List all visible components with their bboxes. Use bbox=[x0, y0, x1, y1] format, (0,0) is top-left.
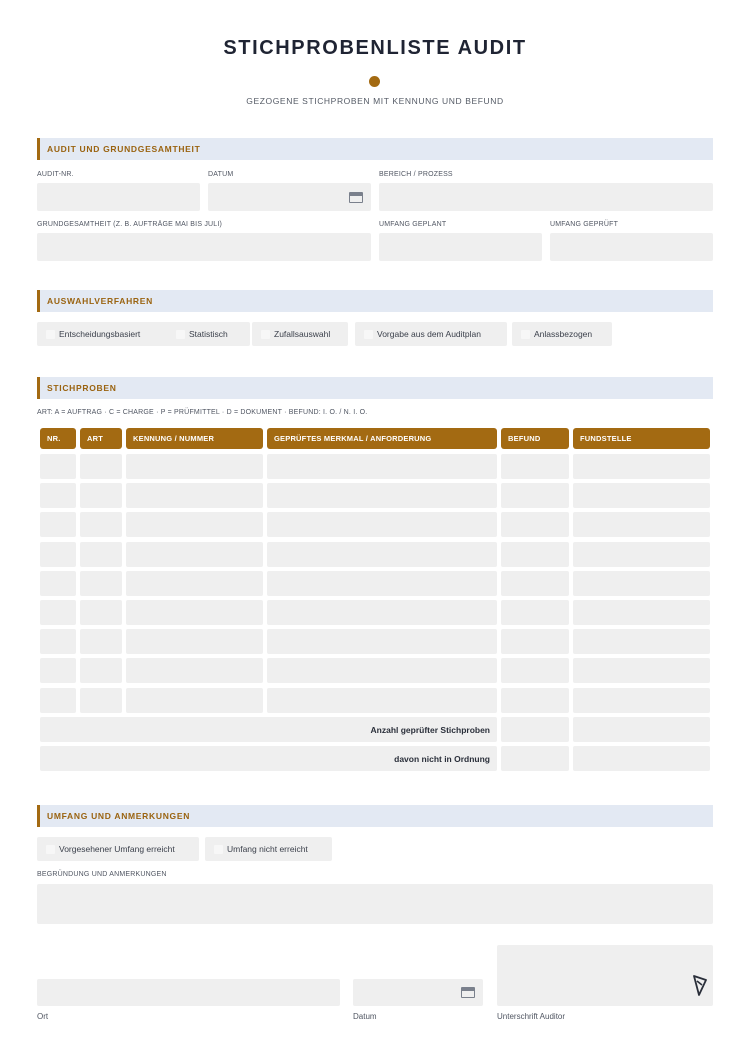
summary-label-cell bbox=[40, 717, 497, 742]
table-cell-merkmal[interactable] bbox=[267, 571, 497, 596]
table-cell-art[interactable] bbox=[80, 571, 122, 596]
calendar-icon[interactable] bbox=[461, 987, 475, 998]
table-cell-nr[interactable] bbox=[40, 542, 76, 567]
table-cell-befund[interactable] bbox=[501, 688, 569, 713]
datum-label: DATUM bbox=[208, 171, 234, 178]
column-header-kennung: KENNUNG / NUMMER bbox=[126, 428, 263, 449]
signature-field[interactable] bbox=[497, 945, 713, 1006]
table-cell-merkmal[interactable] bbox=[267, 658, 497, 683]
table-cell-kennung[interactable] bbox=[126, 688, 263, 713]
checkbox[interactable] bbox=[214, 845, 223, 854]
table-cell-art[interactable] bbox=[80, 688, 122, 713]
anmerkungen-label: BEGRÜNDUNG UND ANMERKUNGEN bbox=[37, 871, 167, 878]
table-cell-nr[interactable] bbox=[40, 658, 76, 683]
table-cell-art[interactable] bbox=[80, 658, 122, 683]
checkbox[interactable] bbox=[261, 330, 270, 339]
anmerkungen-field[interactable] bbox=[37, 884, 713, 924]
option-umfang-erreicht[interactable] bbox=[37, 837, 199, 861]
table-cell-nr[interactable] bbox=[40, 454, 76, 479]
table-cell-fundstelle[interactable] bbox=[573, 629, 710, 654]
summary-nio-field[interactable] bbox=[501, 746, 569, 771]
bereich-label: BEREICH / PROZESS bbox=[379, 171, 453, 178]
table-cell-art[interactable] bbox=[80, 542, 122, 567]
option-label: Entscheidungsbasiert bbox=[59, 329, 141, 339]
section-umfang-header bbox=[37, 805, 713, 827]
signature-date-label: Datum bbox=[353, 1012, 377, 1021]
table-cell-nr[interactable] bbox=[40, 629, 76, 654]
table-cell-merkmal[interactable] bbox=[267, 483, 497, 508]
table-cell-art[interactable] bbox=[80, 483, 122, 508]
audit-nr-field[interactable] bbox=[37, 183, 200, 211]
grundgesamtheit-label: GRUNDGESAMTHEIT (Z. B. AUFTRÄGE MAI BIS JULI) bbox=[37, 221, 223, 228]
table-cell-merkmal[interactable] bbox=[267, 629, 497, 654]
checkbox[interactable] bbox=[364, 330, 373, 339]
section-auswahl-title: AUSWAHLVERFAHREN bbox=[47, 296, 153, 306]
option-umfang-nicht-erreicht[interactable] bbox=[205, 837, 332, 861]
umfang-geplant-label: UMFANG GEPLANT bbox=[379, 221, 447, 228]
calendar-icon[interactable] bbox=[349, 192, 363, 203]
table-cell-merkmal[interactable] bbox=[267, 512, 497, 537]
summary-anzahl-label: Anzahl geprüfter Stichproben bbox=[370, 725, 490, 735]
option-entscheidungsbasiert[interactable] bbox=[37, 322, 170, 346]
table-cell-kennung[interactable] bbox=[126, 658, 263, 683]
table-cell-fundstelle[interactable] bbox=[573, 454, 710, 479]
umfang-geprueft-field[interactable] bbox=[550, 233, 713, 261]
table-cell-art[interactable] bbox=[80, 454, 122, 479]
bereich-field[interactable] bbox=[379, 183, 713, 211]
summary-nio-label: davon nicht in Ordnung bbox=[394, 754, 490, 764]
table-cell-befund[interactable] bbox=[501, 542, 569, 567]
table-cell-fundstelle[interactable] bbox=[573, 658, 710, 683]
column-header-nr: NR. bbox=[40, 428, 76, 449]
table-cell-merkmal[interactable] bbox=[267, 454, 497, 479]
checkbox[interactable] bbox=[46, 845, 55, 854]
umfang-geplant-field[interactable] bbox=[379, 233, 542, 261]
table-cell-befund[interactable] bbox=[501, 571, 569, 596]
option-label: Zufallsauswahl bbox=[274, 329, 331, 339]
option-statistisch[interactable] bbox=[167, 322, 250, 346]
signature-label: Unterschrift Auditor bbox=[497, 1012, 566, 1021]
column-header-merkmal: GEPRÜFTES MERKMAL / ANFORDERUNG bbox=[267, 428, 497, 449]
table-cell-art[interactable] bbox=[80, 600, 122, 625]
option-anlassbezogen[interactable] bbox=[512, 322, 612, 346]
table-cell-nr[interactable] bbox=[40, 600, 76, 625]
table-cell-befund[interactable] bbox=[501, 512, 569, 537]
table-cell-befund[interactable] bbox=[501, 454, 569, 479]
section-stichproben-title: STICHPROBEN bbox=[47, 383, 117, 393]
table-cell-kennung[interactable] bbox=[126, 483, 263, 508]
table-cell-fundstelle[interactable] bbox=[573, 483, 710, 508]
table-cell-fundstelle[interactable] bbox=[573, 600, 710, 625]
signature-date-field[interactable] bbox=[353, 979, 483, 1006]
table-cell-kennung[interactable] bbox=[126, 542, 263, 567]
option-vorgabe-auditplan[interactable] bbox=[355, 322, 507, 346]
column-header-fundstelle: FUNDSTELLE bbox=[573, 428, 710, 449]
table-cell-fundstelle[interactable] bbox=[573, 542, 710, 567]
table-cell-nr[interactable] bbox=[40, 512, 76, 537]
section-audit-header bbox=[37, 138, 713, 160]
column-header-art: ART bbox=[80, 428, 122, 449]
table-cell-fundstelle[interactable] bbox=[573, 571, 710, 596]
section-auswahl-header bbox=[37, 290, 713, 312]
option-label: Umfang nicht erreicht bbox=[227, 844, 308, 854]
option-label: Vorgesehener Umfang erreicht bbox=[59, 844, 175, 854]
summary-nio-extra[interactable] bbox=[573, 746, 710, 771]
table-cell-kennung[interactable] bbox=[126, 571, 263, 596]
section-audit-title: AUDIT UND GRUNDGESAMTHEIT bbox=[47, 144, 201, 154]
table-cell-nr[interactable] bbox=[40, 571, 76, 596]
datum-field[interactable] bbox=[208, 183, 371, 211]
table-cell-befund[interactable] bbox=[501, 658, 569, 683]
section-umfang-title: UMFANG UND ANMERKUNGEN bbox=[47, 811, 191, 821]
option-label: Anlassbezogen bbox=[534, 329, 593, 339]
umfang-geprueft-label: UMFANG GEPRÜFT bbox=[550, 221, 619, 228]
table-cell-art[interactable] bbox=[80, 512, 122, 537]
table-cell-kennung[interactable] bbox=[126, 629, 263, 654]
table-cell-befund[interactable] bbox=[501, 600, 569, 625]
option-label: Statistisch bbox=[189, 329, 228, 339]
accent-dot bbox=[369, 76, 380, 87]
summary-label-cell bbox=[40, 746, 497, 771]
section-stichproben-header bbox=[37, 377, 713, 399]
table-cell-merkmal[interactable] bbox=[267, 600, 497, 625]
page-title: STICHPROBENLISTE AUDIT bbox=[223, 37, 527, 59]
audit-nr-label: AUDIT-NR. bbox=[37, 171, 74, 178]
checkbox[interactable] bbox=[521, 330, 530, 339]
ort-field[interactable] bbox=[37, 979, 340, 1006]
ort-label: Ort bbox=[37, 1012, 49, 1021]
table-cell-kennung[interactable] bbox=[126, 454, 263, 479]
table-cell-befund[interactable] bbox=[501, 629, 569, 654]
pen-nib-icon bbox=[693, 975, 707, 997]
checkbox[interactable] bbox=[46, 330, 55, 339]
table-cell-befund[interactable] bbox=[501, 483, 569, 508]
table-cell-fundstelle[interactable] bbox=[573, 512, 710, 537]
table-cell-fundstelle[interactable] bbox=[573, 688, 710, 713]
table-cell-merkmal[interactable] bbox=[267, 688, 497, 713]
table-cell-art[interactable] bbox=[80, 629, 122, 654]
grundgesamtheit-field[interactable] bbox=[37, 233, 371, 261]
checkbox[interactable] bbox=[176, 330, 185, 339]
summary-anzahl-extra[interactable] bbox=[573, 717, 710, 742]
table-cell-merkmal[interactable] bbox=[267, 542, 497, 567]
legend-text: ART: A = AUFTRAG · C = CHARGE · P = PRÜFMITTEL · D = DOKUMENT · BEFUND: I. O. / N. I. O. bbox=[37, 409, 368, 416]
page-subtitle: GEZOGENE STICHPROBEN MIT KENNUNG UND BEFUND bbox=[246, 96, 504, 106]
summary-anzahl-field[interactable] bbox=[501, 717, 569, 742]
table-cell-kennung[interactable] bbox=[126, 600, 263, 625]
option-label: Vorgabe aus dem Auditplan bbox=[377, 329, 481, 339]
table-cell-kennung[interactable] bbox=[126, 512, 263, 537]
option-zufallsauswahl[interactable] bbox=[252, 322, 348, 346]
table-cell-nr[interactable] bbox=[40, 688, 76, 713]
column-header-befund: BEFUND bbox=[501, 428, 569, 449]
table-cell-nr[interactable] bbox=[40, 483, 76, 508]
